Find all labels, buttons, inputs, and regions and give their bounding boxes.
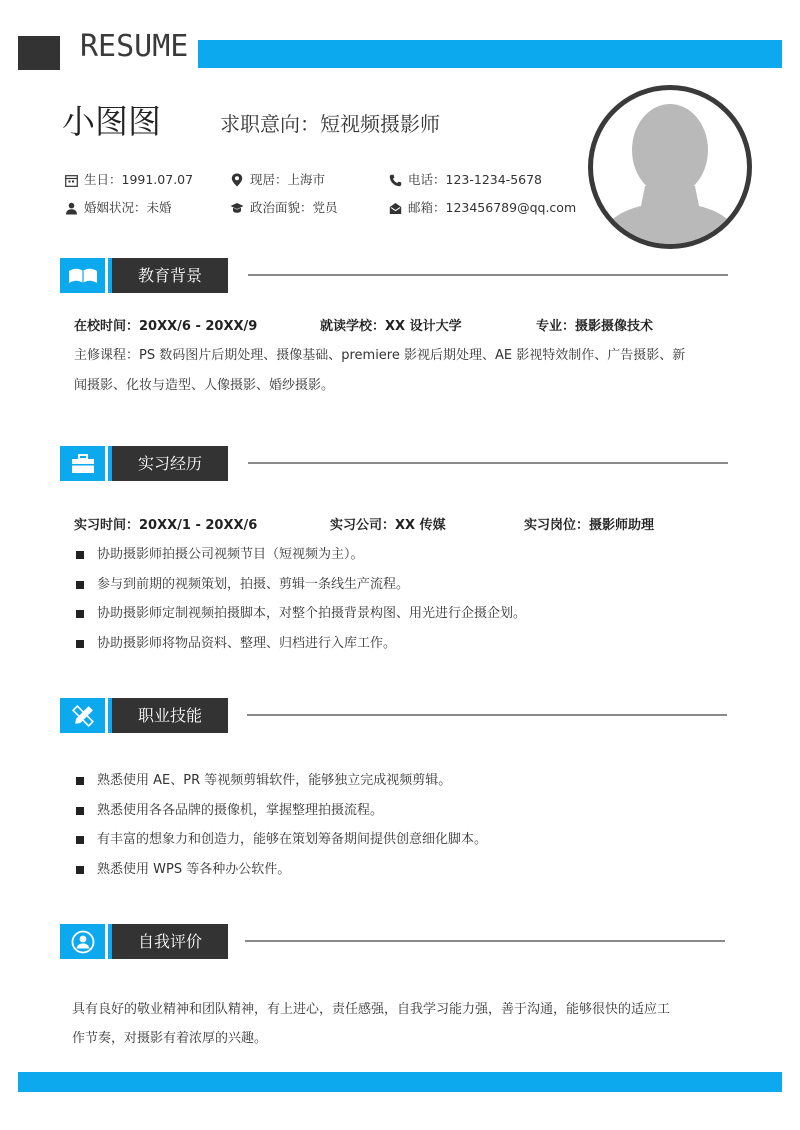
list-item: [76, 829, 487, 859]
info-political: [230, 199, 338, 217]
info-marital: [64, 199, 172, 217]
location-pin-icon: [230, 173, 244, 187]
info-phone: [388, 171, 542, 189]
bullet-square: [76, 777, 84, 785]
bullet-square: [76, 807, 84, 815]
self-eval-line1: 具有良好的敬业精神和团队精神，有上进心，责任感强，自我学习能力强，善于沟通，能够很快的适应工: [72, 1002, 671, 1017]
list-item: [76, 633, 526, 663]
mail-icon: [388, 201, 402, 215]
bullet-square: [76, 610, 84, 618]
section-title: 教育背景: [112, 258, 228, 293]
info-email: [388, 199, 576, 217]
resume-title: RESUME: [80, 29, 189, 64]
person-icon: [64, 201, 78, 215]
calendar-icon: [64, 173, 78, 187]
edu-courses-line1: 主修课程：PS 数码图片后期处理、摄像基础、premiere 影视后期处理、AE 影视特效制作、广告摄影、新: [74, 348, 686, 363]
bullet-square: [76, 640, 84, 648]
list-item: [76, 770, 487, 800]
self-eval-line2: 作节奏，对摄影有着浓厚的兴趣。: [72, 1031, 268, 1046]
list-item-text: 协助摄影师将物品资料、整理、归档进行入库工作。: [97, 635, 397, 651]
graduation-cap-icon: [230, 201, 244, 215]
email-text: 邮箱：123456789@qq.com: [408, 200, 577, 215]
edu-school: 就读学校：XX 设计大学: [320, 319, 462, 334]
footer-accent-bar: [18, 1072, 782, 1092]
bullet-square: [76, 581, 84, 589]
info-residence: [230, 171, 325, 189]
edu-time: 在校时间：20XX/6 - 20XX/9: [74, 319, 258, 334]
list-item-text: 熟悉使用各各品牌的摄像机，掌握整理拍摄流程。: [97, 802, 384, 818]
list-item-text: 参与到前期的视频策划，拍摄、剪辑一条线生产流程。: [97, 576, 410, 592]
section-divider: [245, 940, 725, 942]
job-intent: 求职意向：短视频摄影师: [220, 112, 440, 136]
phone-text: 电话：123-1234-5678: [408, 172, 543, 187]
list-item-text: 有丰富的想象力和创造力，能够在策划筹备期间提供创意细化脚本。: [97, 832, 488, 847]
list-item-text: 熟悉使用 WPS 等各种办公软件。: [97, 861, 291, 877]
info-birthday: [64, 171, 193, 189]
briefcase-icon: [60, 446, 105, 481]
intern-position: 实习岗位：摄影师助理: [524, 518, 655, 533]
list-item: [76, 574, 526, 604]
person-circle-icon: [60, 924, 105, 959]
skills-list: [76, 770, 487, 888]
edu-courses-line2: 闻摄影、化妆与造型、人像摄影、婚纱摄影。: [74, 378, 335, 393]
header-accent-bar: [198, 40, 782, 68]
avatar-silhouette-icon: [593, 90, 747, 244]
list-item-text: 熟悉使用 AE、PR 等视频剪辑软件，能够独立完成视频剪辑。: [97, 773, 452, 788]
intern-time: 实习时间：20XX/1 - 20XX/6: [74, 518, 258, 533]
open-book-icon: [60, 258, 105, 293]
birthday-text: 生日：1991.07.07: [84, 172, 194, 187]
section-title: 实习经历: [112, 446, 228, 481]
political-text: 政治面貌：党员: [250, 200, 338, 215]
marital-text: 婚姻状况：未婚: [84, 200, 172, 215]
edu-major: 专业：摄影摄像技术: [536, 319, 654, 334]
residence-text: 现居：上海市: [250, 172, 326, 187]
list-item: [76, 544, 526, 574]
intern-duties-list: [76, 544, 526, 662]
section-title: 职业技能: [112, 698, 228, 733]
header-dark-block: [18, 36, 60, 70]
list-item: [76, 859, 487, 889]
applicant-name: 小图图: [62, 102, 161, 141]
bullet-square: [76, 866, 84, 874]
list-item: [76, 603, 526, 633]
pencil-ruler-icon: [60, 698, 105, 733]
intern-company: 实习公司：XX 传媒: [330, 518, 446, 533]
section-divider: [247, 714, 727, 716]
bullet-square: [76, 836, 84, 844]
section-divider: [248, 462, 728, 464]
list-item-text: 协助摄影师定制视频拍摄脚本，对整个拍摄背景构图、用光进行企摄企划。: [97, 606, 527, 621]
section-title: 自我评价: [112, 924, 228, 959]
bullet-square: [76, 551, 84, 559]
list-item: [76, 800, 487, 830]
section-divider: [248, 274, 728, 276]
profile-photo-placeholder: [588, 85, 752, 249]
phone-icon: [388, 173, 402, 187]
list-item-text: 协助摄影师拍摄公司视频节目（短视频为主）。: [97, 547, 364, 562]
